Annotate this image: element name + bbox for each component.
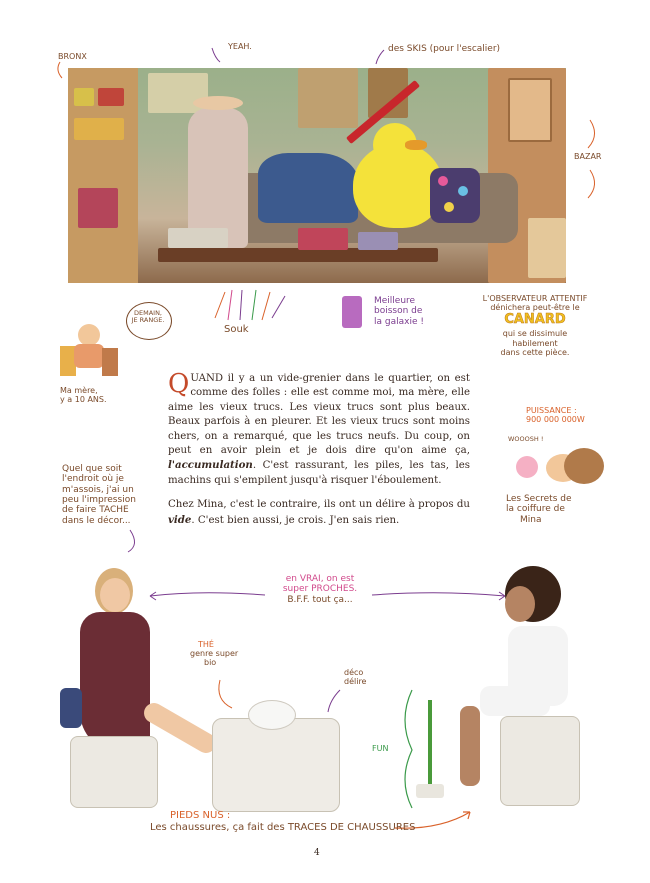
annotation-fun: FUN (372, 744, 389, 753)
deco-line-2: délire (344, 677, 367, 687)
puissance-line-2: 900 000 000W (526, 415, 585, 425)
observateur-line-3: qui se dissimule (502, 329, 568, 339)
annotation-deco (344, 668, 366, 686)
quel-line-4: peu l'impression (62, 495, 136, 506)
paragraph-1-part-b: . C'est rassurant, les piles, les tas, les machins qui s'empilent jusqu'à risquer l'éboulement. (168, 460, 470, 486)
boisson-line-1: Meilleure (374, 296, 416, 306)
pieds-line-2: Les chaussures, ça fait des TRACES DE CHAUSSURES (150, 821, 416, 833)
observateur-line-5: dans cette pièce. (500, 347, 570, 357)
article-paragraph-2 (168, 498, 470, 528)
teapot (248, 700, 296, 730)
observateur-line-1: L'OBSERVATEUR ATTENTIF (482, 294, 588, 303)
vrai-line-1: en VRAI, on est (285, 574, 355, 584)
bamboo-vase (428, 700, 432, 790)
pieds-line-1: PIEDS NUS : (170, 810, 231, 821)
annotation-the (190, 640, 238, 668)
annotation-boisson (374, 296, 424, 327)
the-line-1: THÉ (198, 640, 214, 649)
birch-stool-left (70, 736, 158, 808)
accent-vide: vide (168, 513, 192, 526)
boisson-line-3: la galaxie ! (374, 316, 424, 327)
observateur-line-2: dénichera peut-être le (490, 303, 580, 313)
the-line-3: bio (204, 658, 217, 668)
annotation-secrets (506, 494, 572, 525)
annotation-puissance (526, 406, 585, 424)
canard-label: CANARD (504, 312, 566, 328)
annotation-yeah: YEAH. (228, 42, 252, 51)
mere-line-1: Ma mère, (60, 386, 98, 395)
annotation-demain: DEMAIN, JE RANGE. (131, 309, 165, 325)
birch-stool-right (500, 716, 580, 806)
quel-line-3: m'assois, j'ai un (62, 484, 134, 495)
paragraph-2-part-a: Chez Mina, c'est le contraire, ils ont un délire à propos du (168, 499, 470, 511)
secrets-line-2: la coiffure de (506, 504, 565, 515)
living-room-photo (68, 68, 566, 283)
article-body (168, 369, 470, 538)
quel-line-5: de faire TACHE (62, 505, 129, 516)
paragraph-1-part-a: UAND il y a un vide-grenier dans le quartier, on est comme des folles : elle est comme moi, ma mère, elle aime les vieux trucs. Les vieux trucs sont plus beaux. Beaux parfois à en pleurer. Et les vieux trucs sont moins chers, on a remarqué, que les trucs neufs. Du coup, on peut en avoir plein et je dois dire qu'on aime ça, (168, 373, 470, 457)
annotation-pieds (150, 810, 415, 833)
quel-line-1: Quel que soit (62, 464, 122, 474)
soda-can-drawing (342, 296, 362, 328)
birch-table (212, 718, 340, 812)
hair-dryer-drawing (516, 448, 606, 488)
boisson-line-2: boisson de (374, 306, 423, 317)
annotation-vrai (270, 574, 370, 605)
annotation-souk: Souk (224, 324, 249, 335)
annotation-bronx: BRONX (58, 52, 87, 61)
secrets-line-1: Les Secrets de (506, 494, 572, 504)
drop-cap: Q (168, 369, 190, 399)
bamboo-pot (416, 784, 444, 798)
deco-line-1: déco (344, 668, 364, 677)
annotation-woosh: WOOOSH ! (508, 435, 544, 443)
the-line-2: genre super (190, 649, 239, 659)
observateur-line-4: habilement (512, 338, 558, 348)
vrai-line-2: super PROCHES. (282, 584, 358, 595)
mere-line-2: y a 10 ANS. (60, 395, 107, 405)
annotation-observateur (460, 294, 610, 357)
page-number: 4 (314, 848, 320, 858)
puissance-line-1: PUISSANCE : (526, 406, 577, 415)
annotation-bazar: BAZAR (574, 152, 602, 161)
accent-accumulation: l'accumulation (168, 459, 253, 472)
secrets-line-3: Mina (520, 514, 542, 525)
annotation-mere (60, 386, 107, 404)
vrai-line-3: B.F.F. tout ça... (287, 594, 353, 605)
annotation-skis: des SKIS (pour l'escalier) (388, 44, 501, 54)
quel-line-2: l'endroit où je (62, 474, 124, 485)
little-girl-drawing (60, 316, 120, 380)
article-paragraph-1 (168, 369, 470, 488)
woman-figure (188, 108, 248, 248)
paragraph-2-part-b: . C'est bien aussi, je crois. J'en sais rien. (191, 514, 400, 526)
quel-line-6: dans le décor... (62, 515, 131, 526)
annotation-quel (62, 464, 136, 526)
